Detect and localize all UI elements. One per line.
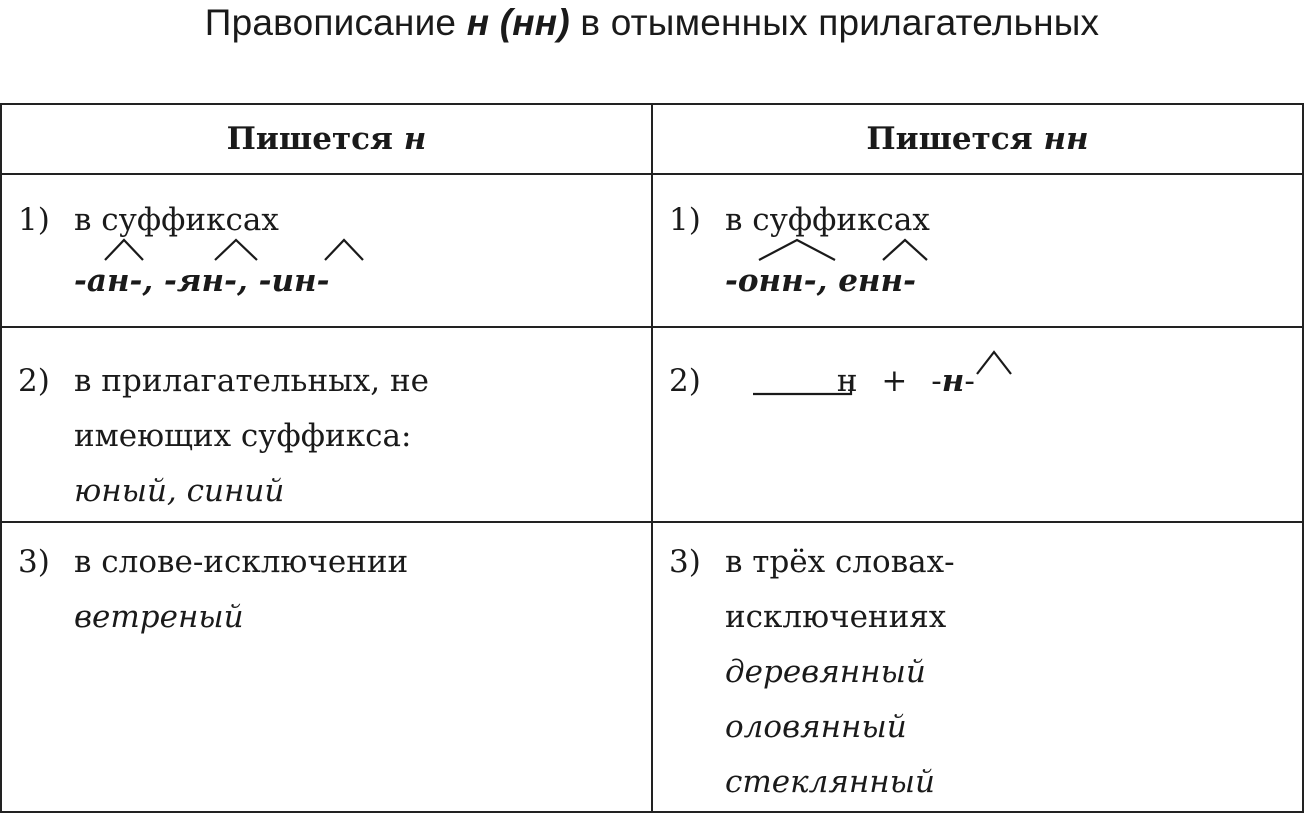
table-row xyxy=(1,327,1303,522)
root-letter: н xyxy=(836,363,858,399)
cell-row1-left xyxy=(1,174,652,327)
plus-sign: + xyxy=(881,363,908,399)
rule-example: ветреный xyxy=(74,599,244,635)
suffix-arcs xyxy=(739,234,1039,264)
exception-word: оловянный xyxy=(725,709,907,745)
rule-number: 1) xyxy=(18,202,50,238)
rule-number: 1) xyxy=(669,202,701,238)
exception-word: стеклянный xyxy=(725,764,935,800)
suffix-separator: , xyxy=(816,263,839,299)
cell-row2-left xyxy=(1,327,652,522)
rule-text: в суффиксах xyxy=(74,202,279,238)
rule-text: исключениях xyxy=(725,599,947,635)
suffix-arcs xyxy=(88,234,388,264)
suffix-enn: енн- xyxy=(838,263,916,299)
suffix-yan: -ян- xyxy=(164,263,238,299)
suffix-line xyxy=(18,254,643,309)
rule-number: 2) xyxy=(669,363,701,399)
scheme-line xyxy=(669,354,1294,409)
cell-row3-right xyxy=(652,522,1303,812)
rule-text: в слове-исключении xyxy=(74,544,409,580)
rule-number: 2) xyxy=(18,363,50,399)
header-single-n xyxy=(1,104,652,174)
suffix-separator: , xyxy=(237,263,259,299)
suffix-dash: - xyxy=(931,363,942,399)
header-row xyxy=(1,104,1303,174)
rule-number: 3) xyxy=(18,544,50,580)
root-and-suffix-diagram xyxy=(749,344,1049,414)
rule-line xyxy=(18,354,643,409)
table-row xyxy=(1,174,1303,327)
cell-row1-right xyxy=(652,174,1303,327)
exception-word: деревянный xyxy=(725,654,926,690)
suffix-an: -ан- xyxy=(74,263,143,299)
header-left-text: Пишется xyxy=(226,121,404,157)
table-row xyxy=(1,522,1303,812)
suffix-onn: -онн- xyxy=(725,263,817,299)
rule-text: имеющих суффикса: xyxy=(74,418,412,454)
rule-text: в трёх словах- xyxy=(725,544,955,580)
page-title xyxy=(0,2,1304,44)
header-left-letter: н xyxy=(403,121,427,157)
cell-row2-right xyxy=(652,327,1303,522)
rule-line xyxy=(669,535,1294,590)
title-emphasis: н (нн) xyxy=(466,2,570,43)
rule-text: в прилагательных, не xyxy=(74,363,429,399)
header-double-n xyxy=(652,104,1303,174)
header-right-letter: нн xyxy=(1043,121,1089,157)
rule-examples: юный, синий xyxy=(74,473,285,509)
rule-text: в суффиксах xyxy=(725,202,930,238)
suffix-separator: , xyxy=(142,263,165,299)
suffix-in: -ин- xyxy=(258,263,330,299)
rule-line xyxy=(18,535,643,590)
rule-number: 3) xyxy=(669,544,701,580)
suffix-letter: н xyxy=(941,363,965,399)
suffix-line xyxy=(669,254,1294,309)
header-right-text: Пишется xyxy=(866,121,1044,157)
title-suffix: в отыменных прилагательных xyxy=(569,2,1100,43)
cell-row3-left xyxy=(1,522,652,812)
title-prefix: Правописание xyxy=(204,2,467,43)
rules-table xyxy=(0,103,1304,813)
suffix-dash: - xyxy=(964,363,975,399)
